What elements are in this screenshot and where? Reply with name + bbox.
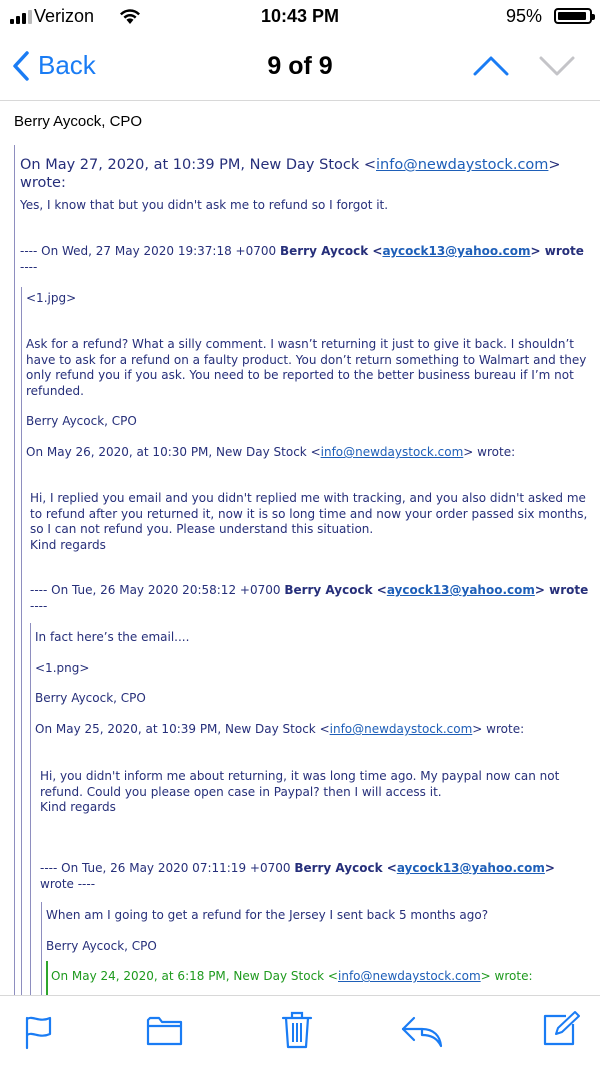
flag-icon[interactable] [22,1014,56,1050]
email-link[interactable]: info@newdaystock.com [376,157,549,173]
reply-text: Hi, I replied you email and you didn't replied me with tracking, and you also didn't asked me to refund after you returned it, now it is so long time and now your order passed six months, so I can not refund you. Please understand this situation. Kind regards [30,491,588,552]
quoted-header: On May 25, 2020, at 10:39 PM, New Day Stock <info@newdaystock.com> wrote: [35,722,525,736]
back-label: Back [38,50,96,80]
compose-icon[interactable] [542,1010,582,1048]
quote-bar [46,961,48,995]
battery-percent: 95% [505,6,542,26]
quoted-header: On May 24, 2020, at 6:18 PM, New Day Stock <info@newdaystock.com> wrote: [51,969,533,983]
bottom-toolbar [0,995,600,1068]
clock: 10:43 PM [260,6,340,26]
quote-bar [41,902,42,995]
quote-divider: ---- On Tue, 26 May 2020 07:11:19 +0700 Berry Aycock <aycock13@yahoo.com> wrote ---- [40,861,555,891]
battery-icon [554,8,592,24]
message-position-title: 9 of 9 [267,52,333,80]
previous-message-button[interactable] [472,54,510,78]
trash-icon[interactable] [281,1010,313,1050]
signature: Berry Aycock, CPO [35,691,146,705]
message-body[interactable] [0,101,600,995]
quote-bar [30,623,31,995]
attachment-placeholder[interactable]: <1.jpg> [26,291,77,305]
next-message-button[interactable] [538,54,576,78]
quoted-header: On May 27, 2020, at 10:39 PM, New Day Stock <info@newdaystock.com> wrote: [20,157,561,191]
reply-icon[interactable] [400,1014,444,1048]
sender-signature: Berry Aycock, CPO [14,113,143,130]
signature: Berry Aycock, CPO [46,939,157,953]
status-bar [0,0,600,36]
quote-bar [14,145,15,995]
quoted-text: When am I going to get a refund for the Jersey I sent back 5 months ago? [46,908,489,922]
quote-bar [21,287,22,995]
reply-text: Yes, I know that but you didn't ask me to refund so I forgot it. [20,198,389,212]
email-link[interactable]: info@newdaystock.com [338,969,481,983]
carrier-label: Verizon [34,6,95,26]
folder-icon[interactable] [146,1014,184,1048]
email-link[interactable]: info@newdaystock.com [320,445,464,459]
quoted-header: On May 26, 2020, at 10:30 PM, New Day Stock <info@newdaystock.com> wrote: [26,445,516,459]
email-link[interactable]: aycock13@yahoo.com [386,583,535,597]
reply-text: Hi, you didn't inform me about returning, it was long time ago. My paypal now can not refund. Could you please open case in Paypal? then I will access it. Kind regards [40,769,560,814]
quote-divider: ---- On Tue, 26 May 2020 20:58:12 +0700 Berry Aycock <aycock13@yahoo.com> wrote ---- [30,583,589,613]
attachment-placeholder[interactable]: <1.png> [35,661,90,675]
email-link[interactable]: aycock13@yahoo.com [396,861,545,875]
navigation-bar [0,36,600,100]
quote-divider: ---- On Wed, 27 May 2020 19:37:18 +0700 Berry Aycock <aycock13@yahoo.com> wrote ---- [20,244,584,274]
email-link[interactable]: info@newdaystock.com [329,722,473,736]
complaint-text: Ask for a refund? What a silly comment. I wasn’t returning it just to give it back. I shouldn’t have to ask for a refund on a faulty product. You don’t return something to Walmart and they only refund you if you ask. You need to be reported to the better business bureau if I’m not refunded. [26,337,587,398]
email-link[interactable]: aycock13@yahoo.com [382,244,531,258]
signature: Berry Aycock, CPO [26,414,137,428]
quoted-text: In fact here’s the email.... [35,630,190,644]
